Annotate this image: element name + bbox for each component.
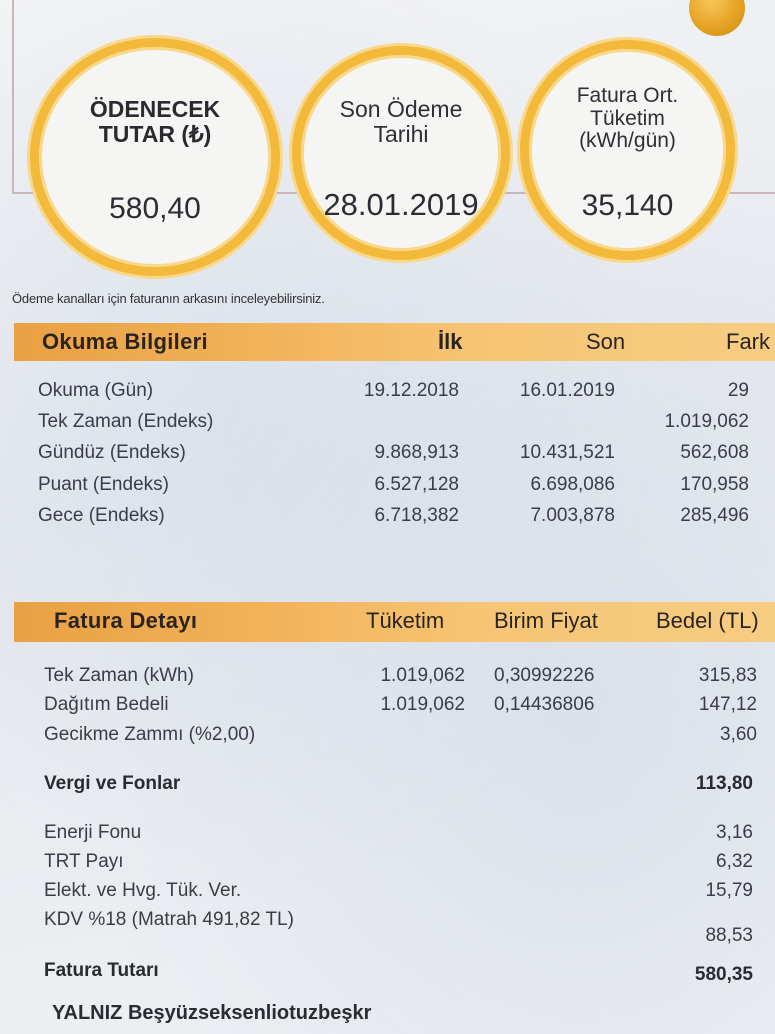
okuma-col-son: Son xyxy=(586,329,626,354)
vergi-detail-value: 88,53 xyxy=(705,925,753,946)
okuma-row-fark: 29 xyxy=(727,380,749,401)
okuma-row-label: Puant (Endeks) xyxy=(38,474,169,495)
okuma-title: Okuma Bilgileri xyxy=(42,329,208,354)
fatura-col-bedel: Bedel (TL) xyxy=(656,608,759,633)
vergi-detail-row xyxy=(0,851,775,879)
okuma-row-son: 10.431,521 xyxy=(519,442,615,463)
okuma-row-label: Gece (Endeks) xyxy=(38,505,165,526)
amount-due-circle xyxy=(30,38,280,276)
fatura-header-band xyxy=(14,602,775,642)
due-date-label xyxy=(301,97,501,147)
vergi-detail-value: 15,79 xyxy=(705,880,753,901)
okuma-row-son: 16.01.2019 xyxy=(519,380,615,401)
fatura-title: Fatura Detayı xyxy=(54,608,198,633)
fatura-row xyxy=(0,694,775,722)
vergi-detail-label: Enerji Fonu xyxy=(44,822,142,843)
fatura-row-label: Dağıtım Bedeli xyxy=(44,694,169,715)
amount-due-label xyxy=(39,97,271,147)
vergi-label: Vergi ve Fonlar xyxy=(44,773,181,794)
vergi-detail-row xyxy=(0,909,775,946)
vergi-detail-label: TRT Payı xyxy=(44,851,124,872)
okuma-row-fark: 1.019,062 xyxy=(664,411,749,432)
payment-channels-note: Ödeme kanalları için faturanın arkasını inceleyebilirsiniz. xyxy=(12,291,325,306)
okuma-header-band xyxy=(14,323,775,361)
vergi-detail-row xyxy=(0,880,775,908)
fatura-row-bedel: 3,60 xyxy=(720,724,757,745)
avg-consumption-label xyxy=(529,85,726,153)
total-value: 580,35 xyxy=(694,964,753,985)
due-label-line2: Tarihi xyxy=(373,120,429,147)
okuma-col-ilk: İlk xyxy=(438,329,463,354)
okuma-row-label: Tek Zaman (Endeks) xyxy=(38,411,214,432)
vergi-detail-value: 3,16 xyxy=(716,822,753,843)
fatura-row-tuketim: 1.019,062 xyxy=(380,694,465,715)
fatura-row xyxy=(0,724,775,752)
avg-consumption-value: 35,140 xyxy=(581,189,674,222)
okuma-row-ilk: 6.718,382 xyxy=(374,505,459,526)
okuma-row xyxy=(0,505,775,533)
okuma-row-son: 6.698,086 xyxy=(530,474,615,495)
okuma-row-label: Okuma (Gün) xyxy=(38,380,154,401)
okuma-row-ilk: 9.868,913 xyxy=(374,442,459,463)
avg-label-line3: (kWh/gün) xyxy=(579,129,676,153)
fatura-row-label: Gecikme Zammı (%2,00) xyxy=(44,724,256,745)
vergi-value: 113,80 xyxy=(695,773,753,794)
total-label: Fatura Tutarı xyxy=(44,960,159,981)
amount-label-line1: ÖDENECEK xyxy=(89,96,221,122)
amount-due-value: 580,40 xyxy=(109,192,201,225)
okuma-row-fark: 285,496 xyxy=(680,505,749,526)
due-label-line1: Son Ödeme xyxy=(339,96,463,122)
vergi-detail-label: Elekt. ve Hvg. Tük. Ver. xyxy=(44,880,242,901)
okuma-row-ilk: 6.527,128 xyxy=(374,474,459,495)
okuma-row xyxy=(0,411,775,439)
okuma-col-fark: Fark xyxy=(726,329,770,354)
okuma-row-fark: 562,608 xyxy=(680,442,749,463)
fatura-col-tuketim: Tüketim xyxy=(366,608,445,633)
due-date-circle xyxy=(292,46,510,260)
okuma-row-son: 7.003,878 xyxy=(530,505,615,526)
fatura-row-tuketim: 1.019,062 xyxy=(380,665,465,686)
amount-in-words: YALNIZ Beşyüzseksenliotuzbeşkr xyxy=(52,1002,372,1024)
okuma-row-label: Gündüz (Endeks) xyxy=(38,442,186,463)
fatura-row-bedel: 147,12 xyxy=(698,694,757,715)
vergi-detail-row xyxy=(0,822,775,850)
fatura-col-birim: Birim Fiyat xyxy=(494,608,598,633)
vergi-row xyxy=(0,773,775,801)
fatura-row-bedel: 315,83 xyxy=(698,665,757,686)
vergi-detail-label: KDV %18 (Matrah 491,82 TL) xyxy=(44,909,294,930)
avg-label-line2: Tüketim xyxy=(590,106,665,130)
okuma-row xyxy=(0,442,775,470)
okuma-row-fark: 170,958 xyxy=(680,474,749,495)
avg-consumption-circle xyxy=(520,40,735,260)
okuma-row xyxy=(0,380,775,408)
avg-label-line1: Fatura Ort. xyxy=(576,84,679,107)
total-row xyxy=(0,960,775,988)
vergi-detail-value: 6,32 xyxy=(716,851,753,872)
due-date-value: 28.01.2019 xyxy=(323,187,479,222)
okuma-row-ilk: 19.12.2018 xyxy=(363,380,459,401)
fatura-row-birim: 0,14436806 xyxy=(494,694,595,715)
fatura-row-birim: 0,30992226 xyxy=(494,665,595,686)
fatura-row-label: Tek Zaman (kWh) xyxy=(44,665,194,686)
okuma-row xyxy=(0,474,775,502)
fatura-row xyxy=(0,665,775,693)
amount-label-line2: TUTAR (₺) xyxy=(98,120,212,147)
